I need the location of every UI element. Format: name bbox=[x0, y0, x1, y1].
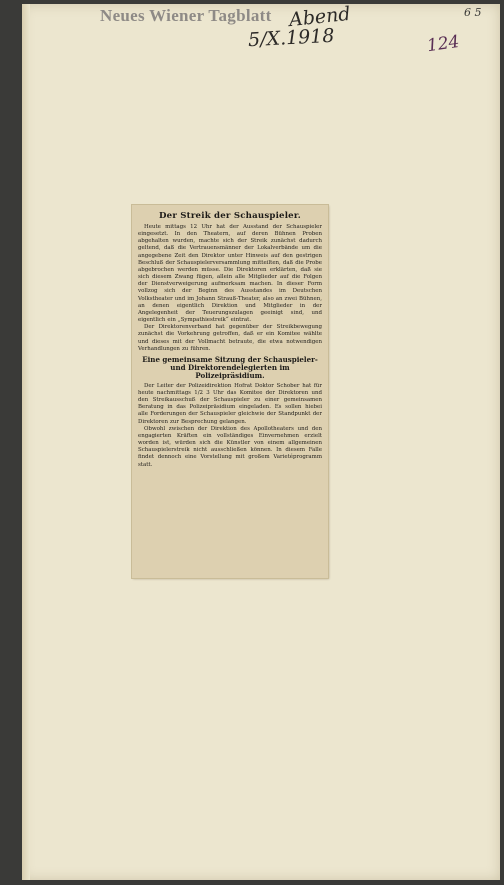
article-subheading: Eine gemeinsame Sitzung der Schauspieler- und Direktorendelegierten im Polizeipräsidium. bbox=[142, 354, 318, 380]
article-paragraph: Obwohl zwischen der Direktion des Apollotheaters und den engagierten Kräften ein vollständiges Einvernehmen erzielt worden ist, würden sich die Künstler von einem allgemeinen Schauspielerstreik nicht ausschließen können. In diesem Falle findet dennoch eine Vorstellung mit großem Varietéprogramm statt. bbox=[138, 425, 322, 468]
article-paragraph: Heute mittags 12 Uhr hat der Ausstand der Schauspieler eingesetzt. In den Theatern, auf deren Bühnen Proben abgehalten wurden, machte sich der Streik zunächst dadurch geltend, daß die Vertrauensmänner der Lokalverbände um die angegebene Zeit den Direktor unter Hinweis auf den gestrigen Beschluß der Schauspielerversammlung mitteilten, daß die Probe abgebrochen werden müsse. Die Direktoren erklärten, daß sie sich diesem Zwang fügen, allein alle Mitglieder auf die Folgen der Dienstverweigerung aufmerksam machen. In dieser Form vollzog sich der Beginn des Ausstandes im Deutschen Volkstheater und im Johann Strauß-Theater, also an zwei Bühnen, an denen eigentlich Direktion und Mitglieder in der Angelegenheit der Teuerungszulagen geeinigt sind, und eigentlich ein „Sympathiestreik“ eintrat. bbox=[138, 224, 322, 324]
handwritten-item-number: 124 bbox=[425, 31, 461, 57]
article-title: Der Streik der Schauspieler. bbox=[159, 211, 301, 221]
newspaper-clipping bbox=[132, 205, 328, 578]
handwritten-date: 5/X.1918 bbox=[247, 24, 335, 52]
sheet-edge bbox=[22, 4, 30, 880]
clipping-body bbox=[132, 205, 328, 469]
handwritten-margin-note: 6 5 bbox=[464, 6, 482, 19]
handwritten-edition: Abend bbox=[288, 2, 352, 32]
article-paragraph: Der Leiter der Polizeidirektion Hofrat Doktor Schober hat für heute nachmittags 1/2 3 Uhr das Komitee der Direktoren und den Streikausschuß der Schauspieler zu einer gemeinsamen Beratung in das Polizeipräsidium eingeladen. Es sollen hiebei alle Forderungen der Schauspieler gleichwie der Standpunkt der Direktoren zur Besprechung gelangen. bbox=[138, 382, 322, 425]
newspaper-stamp: Neues Wiener Tagblatt bbox=[100, 6, 272, 25]
article-paragraph: Der Direktorenverband hat gegenüber der Streikbewegung zunächst die Vorkehrung getroffen, daß er ein Komitee wählte und dieses mit der Vollmacht betraute, die etwa notwendigen Verhandlungen zu führen. bbox=[138, 324, 322, 352]
